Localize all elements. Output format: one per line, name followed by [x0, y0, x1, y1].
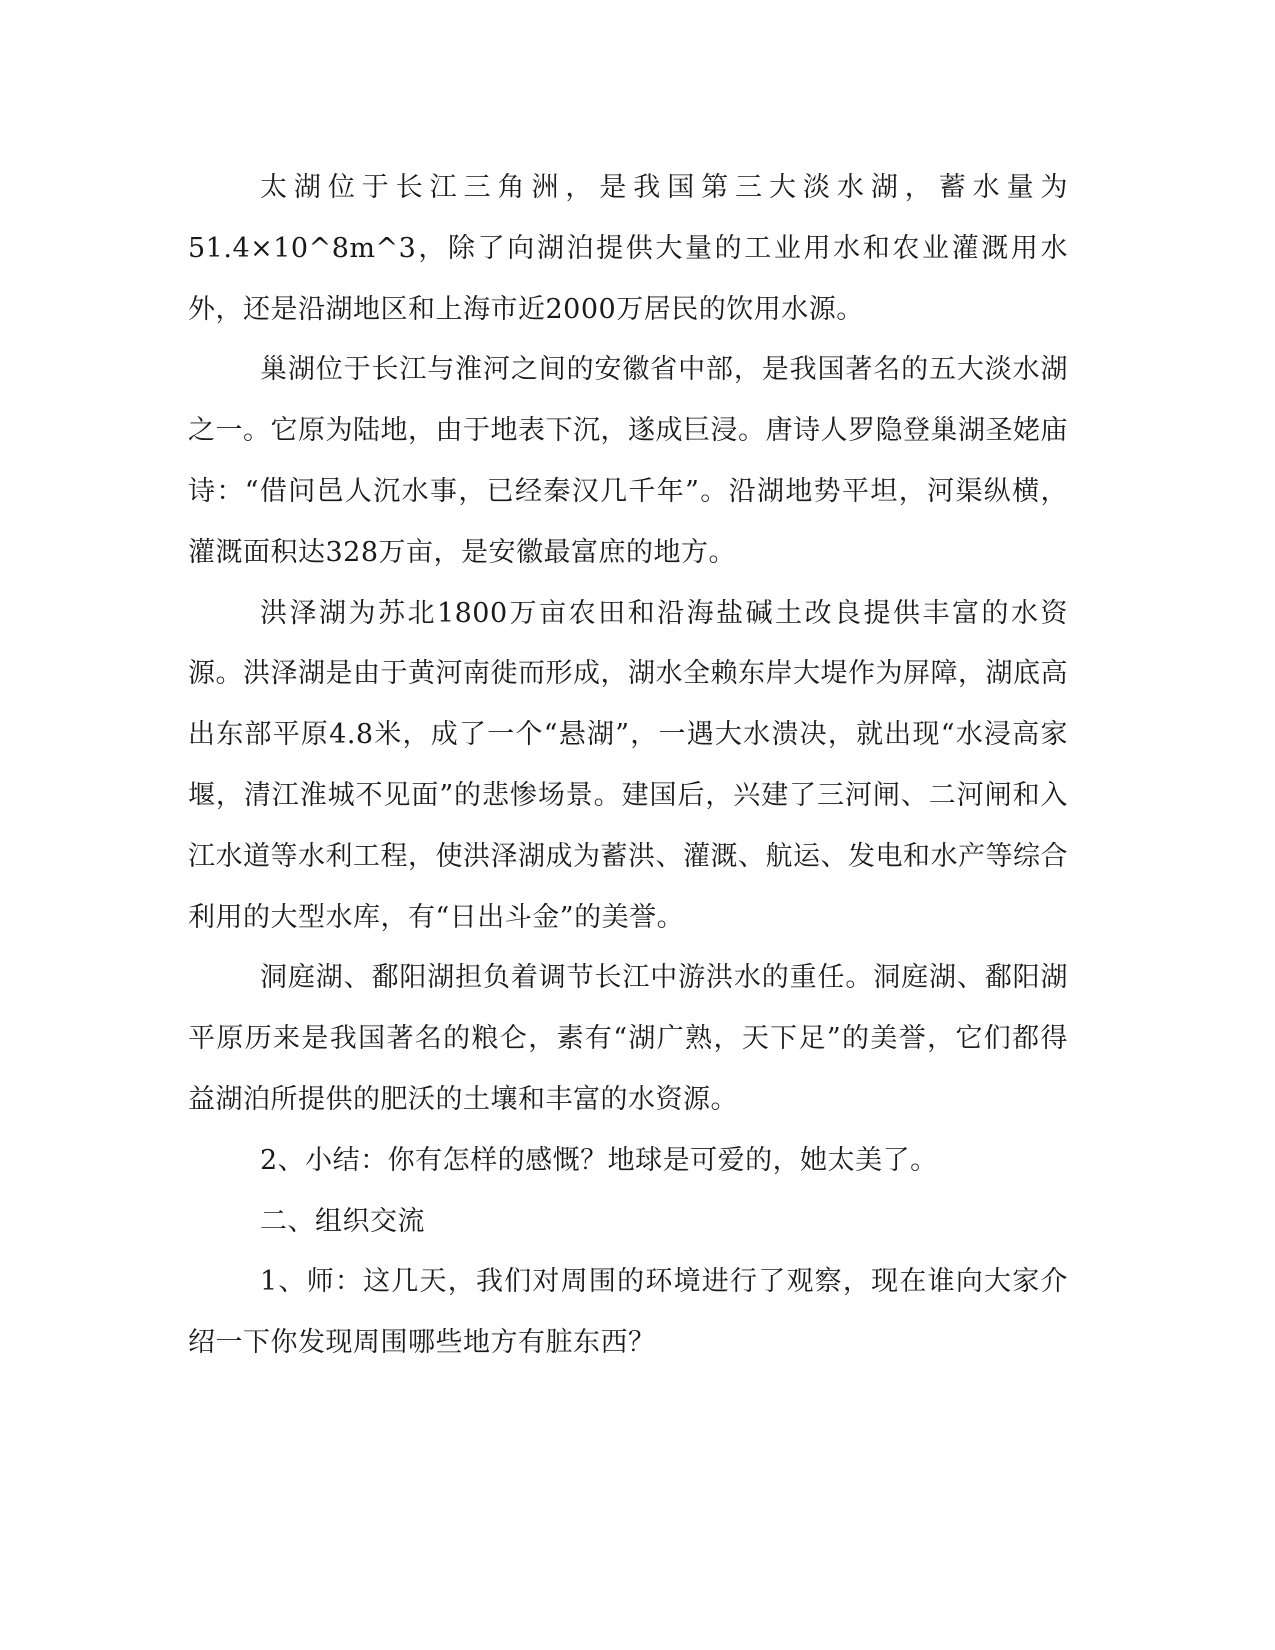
paragraph-taihu: 太湖位于长江三角洲，是我国第三大淡水湖，蓄水量为51.4×10^8m^3，除了向湖泊提供大量的工业用水和农业灌溉用水外，还是沿湖地区和上海市近2000万居民的饮用水源。 — [188, 172, 1068, 325]
paragraph-teacher-prompt: 1、师：这几天，我们对周围的环境进行了观察，现在谁向大家介绍一下你发现周围哪些地方有脏东西？ — [188, 1266, 1068, 1359]
document-body — [188, 158, 1068, 1374]
paragraph-hongzehu: 洪泽湖为苏北1800万亩农田和沿海盐碱土改良提供丰富的水资源。洪泽湖是由于黄河南徙而形成，湖水全赖东岸大堤作为屏障，湖底高出东部平原4.8米，成了一个“悬湖”，一遇大水溃决，就出现“水浸高家堰，清江淮城不见面”的悲惨场景。建国后，兴建了三河闸、二河闸和入江水道等水利工程，使洪泽湖成为蓄洪、灌溉、航运、发电和水产等综合利用的大型水库，有“日出斗金”的美誉。 — [188, 597, 1068, 933]
paragraph-summary: 2、小结：你有怎样的感慨？地球是可爱的，她太美了。 — [260, 1144, 938, 1176]
paragraph-dongting-poyang: 洞庭湖、鄱阳湖担负着调节长江中游洪水的重任。洞庭湖、鄱阳湖平原历来是我国著名的粮仑，素有“湖广熟，天下足”的美誉，它们都得益湖泊所提供的肥沃的土壤和丰富的水资源。 — [188, 962, 1068, 1115]
paragraph-chaohu: 巢湖位于长江与淮河之间的安徽省中部，是我国著名的五大淡水湖之一。它原为陆地，由于地表下沉，遂成巨浸。唐诗人罗隐登巢湖圣姥庙诗：“借问邑人沉水事，已经秦汉几千年”。沿湖地势平坦，河渠纵横，灌溉面积达328万亩，是安徽最富庶的地方。 — [188, 354, 1068, 568]
section-heading-exchange: 二、组织交流 — [260, 1205, 425, 1237]
